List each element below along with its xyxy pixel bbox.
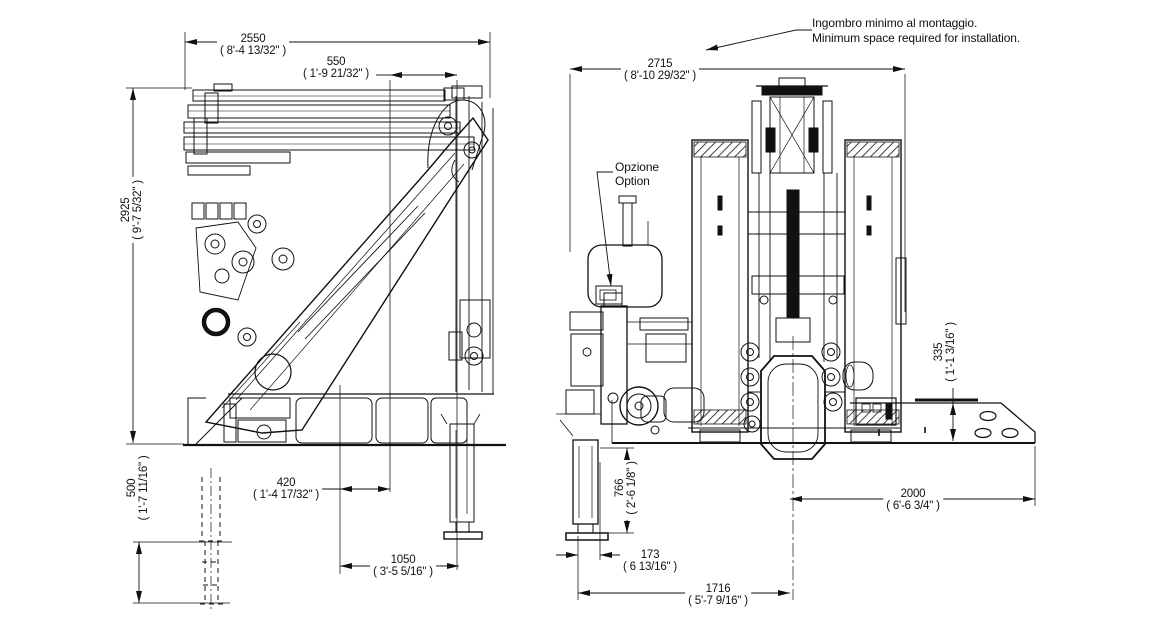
note-min-space-it: Ingombro minimo al montaggio. — [812, 16, 978, 30]
note-option-it: Opzione — [615, 160, 659, 174]
dim-766-imp: ( 2'-6 1/8" ) — [626, 461, 638, 515]
dim-2925-imp: ( 9'-7 5/32" ) — [132, 180, 144, 240]
dim-173 — [623, 549, 677, 573]
dimension-lines — [133, 42, 1035, 603]
dim-550 — [300, 56, 372, 80]
side-view-drawing — [183, 84, 506, 612]
dim-550-mm: 550 — [326, 56, 346, 68]
dim-500-imp: ( 1'-7 11/16" ) — [138, 455, 150, 521]
dim-1050-imp: ( 3'-5 5/16" ) — [373, 566, 433, 578]
dim-500 — [126, 455, 150, 520]
dim-2550-imp: ( 8'-4 13/32" ) — [220, 45, 286, 57]
dim-1716 — [685, 583, 751, 607]
dim-2925 — [120, 177, 144, 243]
dim-1050 — [370, 554, 436, 578]
dim-173-imp: ( 6 13/16" ) — [622, 561, 678, 573]
dim-173-mm: 173 — [640, 549, 660, 561]
dim-2000-mm: 2000 — [900, 488, 926, 500]
dim-420 — [250, 477, 322, 501]
dim-766 — [614, 461, 638, 515]
note-min-space-en: Minimum space required for installation. — [812, 31, 1021, 45]
note-min-space — [812, 16, 1020, 46]
dim-2000-imp: ( 6'-6 3/4" ) — [886, 500, 940, 512]
dim-420-imp: ( 1'-4 17/32" ) — [253, 489, 319, 501]
dim-2550 — [217, 33, 289, 57]
dim-2715-imp: ( 8'-10 29/32" ) — [623, 70, 697, 82]
dim-335-imp: ( 1'-1 3/16" ) — [945, 322, 957, 382]
dim-2925-mm: 2925 — [120, 197, 132, 223]
dim-335 — [933, 322, 957, 382]
dim-2000 — [883, 488, 943, 512]
dim-2715-mm: 2715 — [647, 58, 673, 70]
dim-500-mm: 500 — [126, 478, 138, 498]
note-option — [615, 160, 659, 188]
note-option-en: Option — [615, 174, 650, 188]
dim-2550-mm: 2550 — [240, 33, 266, 45]
dim-2715 — [621, 58, 699, 82]
dim-420-mm: 420 — [276, 477, 296, 489]
dim-1716-mm: 1716 — [705, 583, 731, 595]
dim-550-imp: ( 1'-9 21/32" ) — [303, 68, 369, 80]
dim-335-mm: 335 — [933, 342, 945, 362]
dim-1716-imp: ( 5'-7 9/16" ) — [688, 595, 748, 607]
dim-766-mm: 766 — [614, 478, 626, 498]
dim-1050-mm: 1050 — [390, 554, 416, 566]
